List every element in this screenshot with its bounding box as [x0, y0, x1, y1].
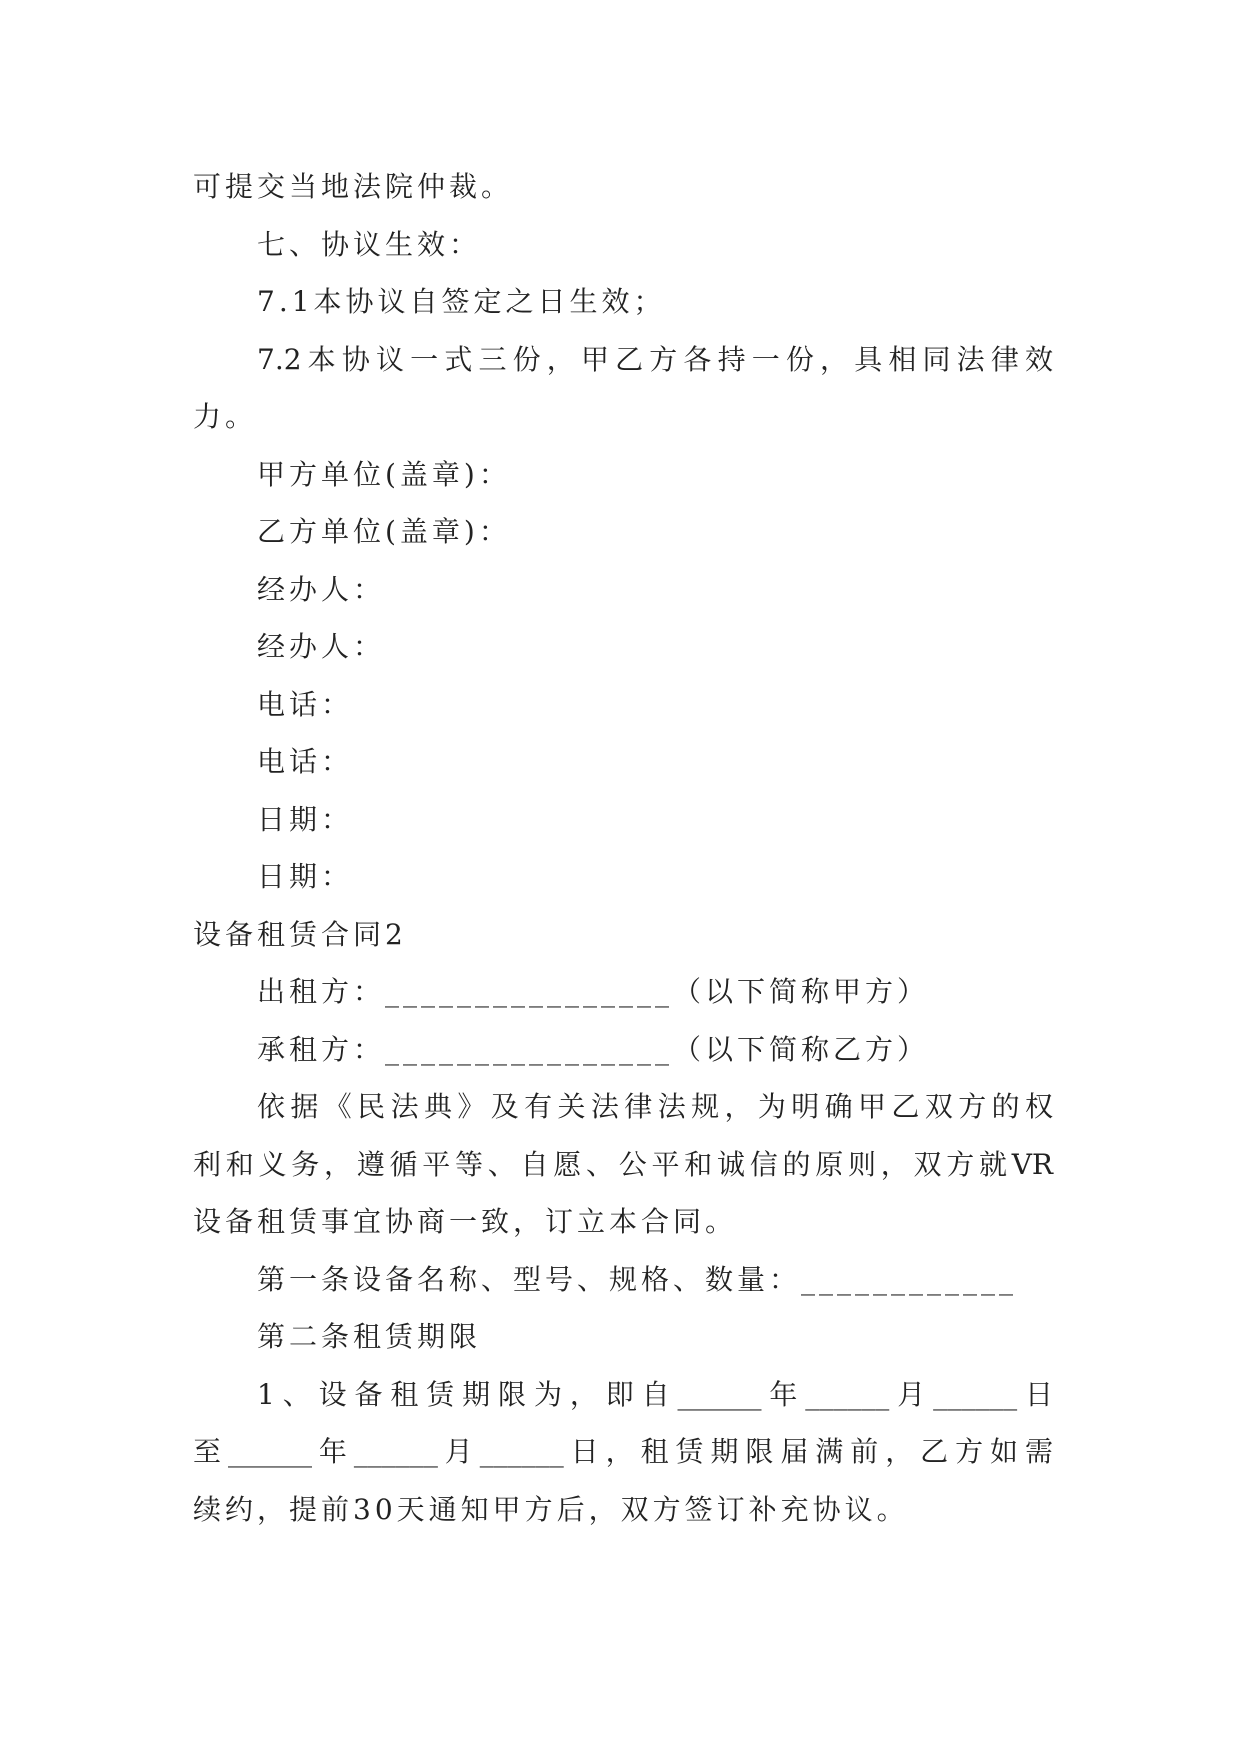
paragraph-text: 可提交当地法院仲裁。	[193, 170, 514, 203]
clause-line	[0, 331, 1241, 389]
signature-field	[0, 503, 1241, 561]
text-line	[0, 1193, 1241, 1251]
article-text: 第一条设备名称、型号、规格、数量：____________	[257, 1263, 1018, 1296]
signature-field	[0, 848, 1241, 906]
signature-label: 乙方单位(盖章)：	[257, 515, 511, 548]
title-text: 设备租赁合同2	[193, 918, 407, 951]
article-heading	[0, 1251, 1241, 1309]
signature-field	[0, 733, 1241, 791]
signature-field	[0, 791, 1241, 849]
paragraph-text: 依据《民法典》及有关法律法规，为明确甲乙双方的权	[257, 1090, 1053, 1123]
signature-label: 经办人：	[257, 573, 386, 606]
signature-field	[0, 561, 1241, 619]
text-line	[0, 1423, 1241, 1481]
section-heading	[0, 216, 1241, 274]
article-heading	[0, 1308, 1241, 1366]
paragraph-text: 至______年______月______日，租赁期限届满前，乙方如需	[193, 1435, 1053, 1468]
signature-label: 甲方单位(盖章)：	[257, 458, 511, 491]
party-text: 出租方：________________（以下简称甲方）	[257, 975, 930, 1008]
signature-label: 电话：	[257, 688, 354, 721]
party-line	[0, 963, 1241, 1021]
clause-line	[0, 273, 1241, 331]
party-line	[0, 1021, 1241, 1079]
document-title	[0, 906, 1241, 964]
clause-text: 7.1本协议自签定之日生效；	[257, 285, 666, 318]
signature-label: 日期：	[257, 803, 354, 836]
signature-label: 日期：	[257, 860, 354, 893]
text-line	[0, 1078, 1241, 1136]
text-line	[0, 388, 1241, 446]
article-text: 第二条租赁期限	[257, 1320, 482, 1353]
clause-text: 7.2本协议一式三份，甲乙方各持一份，具相同法律效	[257, 343, 1053, 376]
clause-line	[0, 1366, 1241, 1424]
signature-label: 经办人：	[257, 630, 386, 663]
signature-field	[0, 446, 1241, 504]
clause-text: 1、设备租赁期限为，即自______年______月______日	[257, 1378, 1053, 1411]
party-text: 承租方：________________（以下简称乙方）	[257, 1033, 930, 1066]
signature-label: 电话：	[257, 745, 354, 778]
text-line	[0, 158, 1241, 216]
signature-field	[0, 618, 1241, 676]
text-line	[0, 1136, 1241, 1194]
text-line	[0, 1481, 1241, 1539]
paragraph-text: 力。	[193, 400, 258, 433]
paragraph-text: 设备租赁事宜协商一致，订立本合同。	[193, 1205, 738, 1238]
paragraph-text: 利和义务，遵循平等、自愿、公平和诚信的原则，双方就VR	[193, 1148, 1053, 1181]
signature-field	[0, 676, 1241, 734]
paragraph-text: 续约，提前30天通知甲方后，双方签订补充协议。	[193, 1493, 909, 1526]
heading-text: 七、协议生效：	[257, 228, 482, 261]
